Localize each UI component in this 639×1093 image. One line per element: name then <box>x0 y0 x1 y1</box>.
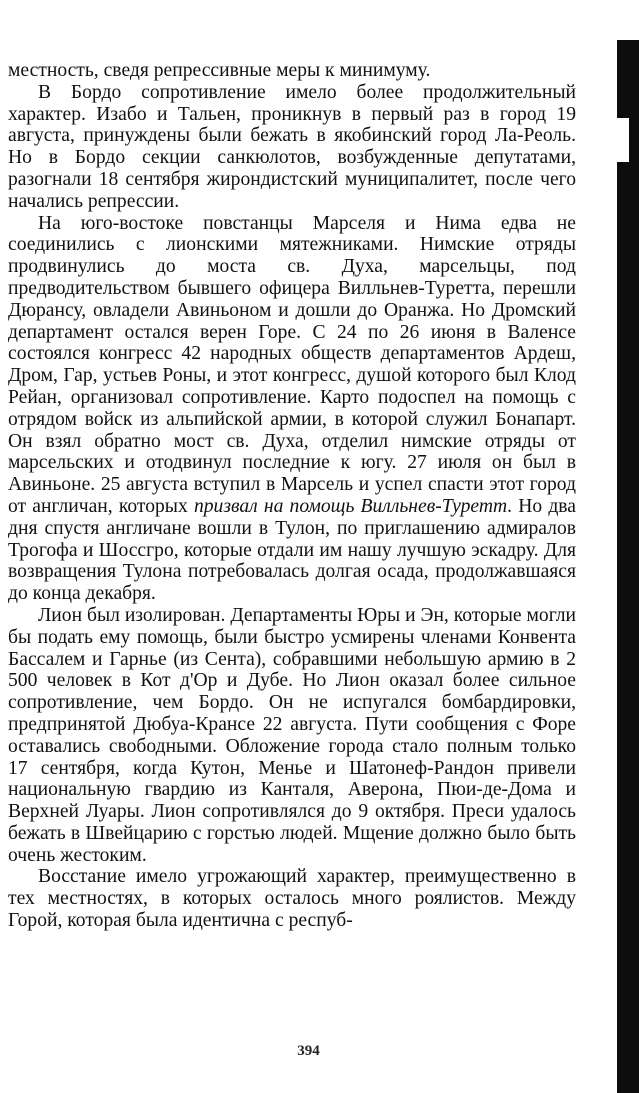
paragraph-southeast <box>8 213 576 605</box>
paragraph-southeast-italic: призвал на помощь Вилльнев-Туретт <box>193 495 508 517</box>
scan-edge-shadow <box>617 40 639 1093</box>
paragraph-continuation: местность, сведя репрессивные меры к минимуму. <box>8 60 431 81</box>
paragraph-bordeaux: В Бордо сопротивление имело более продолжительный характер. Изабо и Тальен, проникнув в первый раз в город 19 августа, принуждены были бежать в якобинский город Ла-Реоль. Но в Бордо секции санкюлотов, возбужденные депутатами, разогнали 18 сентября жирондистский муниципалитет, после чего начались репрессии. <box>8 81 576 212</box>
page-number: 394 <box>297 1043 320 1059</box>
paragraph-southeast-tail: . Но два дня спустя англичане вошли в Тулон, по приглашению адмиралов Трогофа и Шоссгро, которые отдали им нашу лучшую эскадру. Для возвращения Тулона потребовалась долгая осада, продолжавшаяся до конца декабря. <box>8 495 576 605</box>
paragraph-uprising: Восстание имело угрожающий характер, преимущественно в тех местностях, в которых осталось много роялистов. Между Горой, которая была идентична с респуб- <box>8 866 576 932</box>
scan-edge-gap <box>617 118 629 162</box>
body-text <box>8 60 576 932</box>
paragraph-lyon: Лион был изолирован. Департаменты Юры и Эн, которые могли бы подать ему помощь, были быстро усмирены членами Конвента Бассалем и Гарнье (из Сента), собравшими небольшую армию в 2 500 человек в Кот д'Ор и Дубе. Но Лион оказал более сильное сопротивление, чем Бордо. Он не испугался бомбардировки, предпринятой Дюбуа-Крансе 22 августа. Пути сообщения с Форе оставались свободными. Обложение города стало полным только 17 сентября, когда Кутон, Менье и Шатонеф-Рандон привели национальную гвардию из Канталя, Аверона, Пюи-де-Дома и Верхней Луары. Лион сопротивлялся до 9 октября. Преси удалось бежать в Швейцарию с горстью людей. Мщение должно было быть очень жестоким. <box>8 604 576 866</box>
paragraph-southeast-text: На юго-востоке повстанцы Марселя и Нима едва не соединились с лионскими мятежниками. Нимские отряды продвинулись до моста св. Духа, марсельцы, под предводительством бывшего офицера Вилльнев-Туретта, перешли Дюрансу, овладели Авиньоном и дошли до Оранжа. Но Дромский департамент остался верен Горе. С 24 по 26 июня в Валенсе состоялся конгресс 42 народных обществ департаментов Ардеш, Дром, Гар, устьев Роны, и этот конгресс, душой которого был Клод Рейан, организовал сопротивление. Карто подоспел на помощь с отрядом войск из альпийской армии, в которой служил Бонапарт. Он взял обратно мост св. Духа, отделил нимские отряды от марсельских и отодвинул последние к югу. 27 июля он был в Авиньоне. 25 августа вступил в Марсель и успел спасти этот город от англичан, которых <box>8 212 576 517</box>
